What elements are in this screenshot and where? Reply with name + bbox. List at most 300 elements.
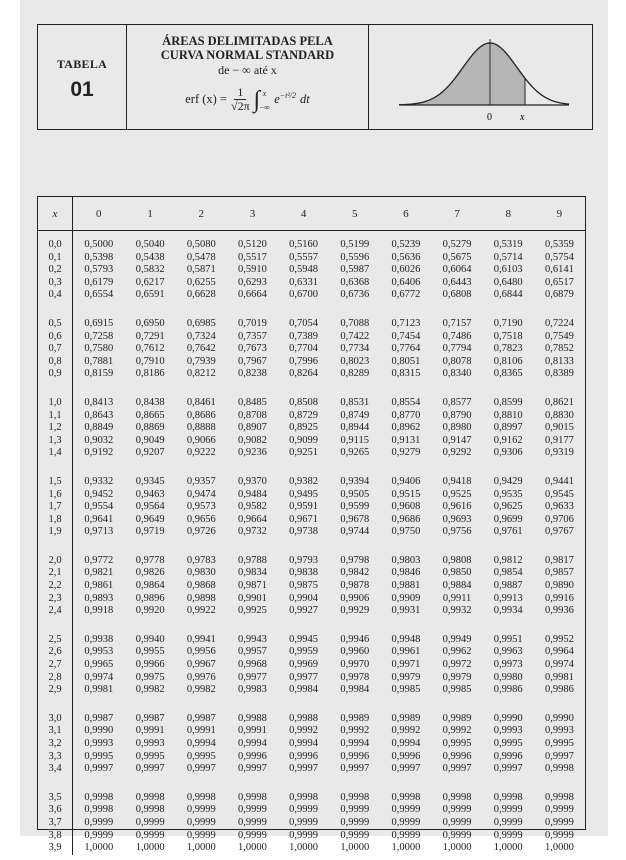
- probability-cell: 0,5359: [544, 239, 574, 250]
- probability-cell: 0,9999: [289, 804, 319, 816]
- table-row: [38, 447, 585, 460]
- probability-cell: 0,9984: [289, 684, 319, 696]
- probability-cell: 0,9999: [340, 804, 370, 816]
- probability-cell: 0,9861: [84, 580, 114, 592]
- column-header: 3: [227, 197, 278, 231]
- table-row: [38, 593, 585, 606]
- probability-cell: 0,9918: [84, 605, 114, 617]
- probability-cell: 0,9664: [238, 513, 267, 525]
- probability-cell: 0,9999: [544, 804, 574, 816]
- probability-cell: 0,5754: [544, 251, 574, 263]
- probability-cell: 0,6664: [238, 289, 267, 301]
- probability-cell: 0,9830: [186, 567, 216, 579]
- probability-cell: 0,7088: [340, 317, 370, 329]
- group-spacer: [38, 618, 585, 634]
- probability-cell: 0,9656: [186, 513, 216, 525]
- probability-cell: 0,9982: [186, 684, 216, 696]
- group-spacer: [38, 381, 585, 397]
- probability-cell: 0,9997: [84, 763, 114, 775]
- probability-cell: 0,5793: [84, 264, 114, 276]
- probability-cell: 0,9997: [391, 763, 421, 775]
- table-row: [38, 410, 585, 423]
- probability-cell: 0,9525: [442, 488, 472, 500]
- title-line-2: CURVA NORMAL STANDARD: [160, 48, 335, 62]
- probability-cell: 0,8023: [340, 355, 370, 367]
- row-x-value: 1,7: [38, 501, 73, 514]
- probability-cell: 0,9987: [135, 712, 165, 724]
- integrand: [274, 91, 296, 107]
- probability-cell: 0,9996: [391, 750, 421, 762]
- probability-cell: 1,0000: [289, 842, 319, 854]
- probability-cell: 0,9857: [544, 567, 574, 579]
- table-row: [38, 817, 585, 830]
- probability-cell: 0,5438: [135, 251, 165, 263]
- probability-cell: 0,9099: [289, 434, 319, 446]
- probability-cell: 0,5557: [289, 251, 319, 263]
- probability-cell: 0,8849: [84, 422, 114, 434]
- spacer-cell: [38, 618, 73, 634]
- probability-cell: 0,9082: [238, 434, 267, 446]
- probability-cell: 0,9998: [135, 791, 165, 803]
- probability-cell: 0,5714: [493, 251, 523, 263]
- probability-cell: 1,0000: [135, 842, 165, 854]
- probability-cell: 0,5160: [289, 239, 319, 250]
- probability-cell: 0,8790: [442, 409, 472, 421]
- probability-cell: 0,9972: [442, 659, 472, 671]
- probability-cell: 0,9974: [84, 671, 114, 683]
- probability-cell: 0,9994: [238, 738, 267, 749]
- probability-cell: 0,6844: [493, 289, 523, 301]
- differential: dt: [300, 92, 310, 106]
- probability-cell: 0,5910: [238, 264, 267, 276]
- probability-cell: 1,0000: [238, 842, 267, 854]
- probability-cell: 0,7190: [493, 317, 523, 329]
- probability-cell: 0,8577: [442, 396, 472, 408]
- fraction-denominator: √2π: [230, 99, 250, 113]
- probability-cell: 0,9973: [493, 659, 523, 671]
- probability-cell: 0,9932: [442, 605, 472, 617]
- probability-cell: 0,9990: [84, 725, 114, 737]
- probability-cell: 0,9941: [186, 633, 216, 645]
- spacer-cell: [38, 381, 73, 397]
- group-spacer: [38, 539, 585, 555]
- probability-cell: 0,9989: [391, 712, 421, 724]
- probability-cell: 0,9999: [493, 829, 523, 841]
- probability-cell: 0,9441: [544, 475, 574, 487]
- probability-cell: 0,9292: [442, 447, 472, 459]
- probability-cell: 0,9965: [84, 659, 114, 671]
- row-x-value: 3,0: [38, 713, 73, 726]
- probability-cell: 0,6331: [289, 276, 319, 288]
- probability-cell: 0,9887: [493, 580, 523, 592]
- probability-cell: 0,9649: [135, 513, 165, 525]
- label-zero: 0: [487, 112, 492, 123]
- table-row: [38, 684, 585, 697]
- probability-cell: 0,9981: [544, 671, 574, 683]
- probability-cell: 0,9985: [442, 684, 472, 696]
- probability-cell: 0,9846: [391, 567, 421, 579]
- table-header-row: [38, 197, 585, 231]
- fraction-numerator: 1: [234, 86, 246, 100]
- spacer-cell: [38, 539, 73, 555]
- probability-cell: 0,9599: [340, 501, 370, 513]
- probability-cell: 0,9854: [493, 567, 523, 579]
- probability-cell: 0,9981: [84, 684, 114, 696]
- table-id-panel: [38, 25, 127, 129]
- row-x-value: 3,7: [38, 817, 73, 830]
- row-x-value: 2,4: [38, 605, 73, 618]
- probability-cell: 0,9964: [544, 646, 574, 658]
- probability-cell: 0,8485: [238, 396, 267, 408]
- integral-lower-limit: −∞: [259, 102, 270, 112]
- spacer-cell: [73, 460, 586, 476]
- table-row: [38, 830, 585, 843]
- probability-cell: 0,5398: [84, 251, 114, 263]
- probability-cell: 0,9999: [84, 816, 114, 828]
- probability-cell: 0,9418: [442, 475, 472, 487]
- probability-cell: 0,9207: [135, 447, 165, 459]
- probability-cell: 0,5832: [135, 264, 165, 276]
- probability-cell: 0,9922: [186, 605, 216, 617]
- probability-cell: 0,9979: [442, 671, 472, 683]
- probability-cell: 0,9999: [442, 816, 472, 828]
- integrand-base: e: [274, 92, 280, 107]
- probability-cell: 0,9992: [442, 725, 472, 737]
- probability-cell: 0,8051: [391, 355, 421, 367]
- probability-cell: 0,6179: [84, 276, 114, 288]
- probability-cell: 0,9994: [340, 738, 370, 749]
- probability-cell: 0,9793: [289, 554, 319, 566]
- probability-cell: 0,9693: [442, 513, 472, 525]
- probability-cell: 1,0000: [340, 842, 370, 854]
- column-header: 1: [125, 197, 176, 231]
- normal-distribution-table: [37, 196, 586, 854]
- probability-cell: 1,0000: [544, 842, 574, 854]
- probability-cell: 0,9564: [135, 501, 165, 513]
- row-x-value: 2,7: [38, 659, 73, 672]
- probability-cell: 0,8643: [84, 409, 114, 421]
- probability-cell: 0,8599: [493, 396, 523, 408]
- probability-cell: 0,9545: [544, 488, 574, 500]
- table-row: [38, 842, 585, 855]
- probability-cell: 0,6736: [340, 289, 370, 301]
- spacer-cell: [73, 776, 586, 792]
- probability-cell: 0,9332: [84, 475, 114, 487]
- probability-cell: 0,7549: [544, 330, 574, 342]
- probability-cell: 0,5199: [340, 239, 370, 250]
- probability-cell: 0,8461: [186, 396, 216, 408]
- probability-cell: 0,7357: [238, 330, 267, 342]
- probability-cell: 0,9993: [544, 725, 574, 737]
- probability-cell: 0,8264: [289, 368, 319, 380]
- probability-cell: 0,9943: [238, 633, 267, 645]
- table-row: [38, 763, 585, 776]
- probability-cell: 0,5080: [186, 239, 216, 250]
- probability-cell: 0,9999: [493, 804, 523, 816]
- probability-cell: 0,9738: [289, 526, 319, 538]
- probability-cell: 0,9999: [442, 804, 472, 816]
- probability-cell: 0,9131: [391, 434, 421, 446]
- probability-cell: 0,9999: [391, 816, 421, 828]
- probability-cell: 0,9955: [135, 646, 165, 658]
- probability-cell: 0,6064: [442, 264, 472, 276]
- probability-cell: 0,9949: [442, 633, 472, 645]
- row-x-value: 1,4: [38, 447, 73, 460]
- column-header: 8: [483, 197, 534, 231]
- formula-fraction: [231, 86, 250, 113]
- probability-cell: 0,7123: [391, 317, 421, 329]
- probability-cell: 0,9938: [84, 633, 114, 645]
- probability-cell: 0,6141: [544, 264, 574, 276]
- probability-cell: 0,6554: [84, 289, 114, 301]
- row-x-value: 1,5: [38, 476, 73, 489]
- probability-cell: 0,7612: [135, 343, 165, 355]
- row-x-value: 0,7: [38, 343, 73, 356]
- probability-cell: 0,6406: [391, 276, 421, 288]
- probability-cell: 0,9998: [544, 791, 574, 803]
- probability-cell: 0,9192: [84, 447, 114, 459]
- column-header: 2: [176, 197, 227, 231]
- probability-cell: 0,8212: [186, 368, 216, 380]
- probability-cell: 0,9999: [340, 816, 370, 828]
- probability-cell: 0,9992: [289, 725, 319, 737]
- probability-cell: 0,9686: [391, 513, 421, 525]
- row-x-value: 2,8: [38, 672, 73, 685]
- probability-cell: 0,9993: [135, 738, 165, 749]
- probability-cell: 0,9871: [238, 580, 267, 592]
- row-x-value: 2,1: [38, 567, 73, 580]
- probability-cell: 0,9925: [238, 605, 267, 617]
- probability-cell: 0,9719: [135, 526, 165, 538]
- probability-cell: 0,9162: [493, 434, 523, 446]
- row-x-value: 1,6: [38, 489, 73, 502]
- probability-cell: 0,9967: [186, 659, 216, 671]
- probability-cell: 0,9474: [186, 488, 216, 500]
- probability-cell: 0,9732: [238, 526, 267, 538]
- row-x-value: 3,6: [38, 804, 73, 817]
- probability-cell: 0,9909: [391, 592, 421, 604]
- probability-cell: 0,9996: [238, 750, 267, 762]
- probability-cell: 0,9961: [391, 646, 421, 658]
- probability-cell: 0,5948: [289, 264, 319, 276]
- probability-cell: 0,9991: [186, 725, 216, 737]
- probability-cell: 0,5000: [84, 239, 114, 250]
- probability-cell: 0,9952: [544, 633, 574, 645]
- probability-cell: 0,9994: [186, 738, 216, 749]
- row-x-value: 2,0: [38, 555, 73, 568]
- spacer-cell: [73, 697, 586, 713]
- probability-cell: 0,9960: [340, 646, 370, 658]
- probability-cell: 0,7422: [340, 330, 370, 342]
- probability-cell: 0,9495: [289, 488, 319, 500]
- probability-cell: 0,9985: [391, 684, 421, 696]
- probability-cell: 0,9812: [493, 554, 523, 566]
- probability-cell: 0,9956: [186, 646, 216, 658]
- probability-cell: 0,6985: [186, 317, 216, 329]
- table-header-box: [37, 24, 593, 130]
- spacer-cell: [38, 697, 73, 713]
- table-row: [38, 804, 585, 817]
- probability-cell: 0,8749: [340, 409, 370, 421]
- spacer-cell: [73, 539, 586, 555]
- title-line-1: ÁREAS DELIMITADAS PELA: [162, 34, 333, 48]
- probability-cell: 0,9406: [391, 475, 421, 487]
- probability-cell: 0,7258: [84, 330, 114, 342]
- probability-cell: 0,9999: [135, 829, 165, 841]
- probability-cell: 0,9989: [340, 712, 370, 724]
- probability-cell: 0,8389: [544, 368, 574, 380]
- probability-cell: 0,6950: [135, 317, 165, 329]
- row-x-value: 3,9: [38, 842, 73, 855]
- probability-cell: 0,7734: [340, 343, 370, 355]
- probability-cell: 0,9147: [442, 434, 472, 446]
- probability-cell: 0,6628: [186, 289, 216, 301]
- column-header: 7: [431, 197, 482, 231]
- probability-cell: 0,9788: [238, 554, 267, 566]
- probability-cell: 0,9998: [238, 791, 267, 803]
- probability-cell: 0,9966: [135, 659, 165, 671]
- probability-cell: 0,9999: [442, 829, 472, 841]
- probability-cell: 0,9971: [391, 659, 421, 671]
- probability-cell: 0,9370: [238, 475, 267, 487]
- probability-table: [38, 197, 585, 855]
- probability-cell: 0,9992: [391, 725, 421, 737]
- row-x-value: 1,8: [38, 514, 73, 527]
- row-x-value: 0,5: [38, 318, 73, 331]
- row-x-value: 3,2: [38, 738, 73, 751]
- row-x-value: 2,3: [38, 593, 73, 606]
- probability-cell: 0,6103: [493, 264, 523, 276]
- probability-cell: 0,8907: [238, 422, 267, 434]
- probability-cell: 0,7704: [289, 343, 319, 355]
- probability-cell: 0,7224: [544, 317, 574, 329]
- label-x: x: [520, 112, 525, 123]
- group-spacer: [38, 697, 585, 713]
- probability-cell: 0,9429: [493, 475, 523, 487]
- probability-cell: 0,8106: [493, 355, 523, 367]
- integral-sign: ∫ x −∞: [254, 90, 261, 110]
- probability-cell: 0,6700: [289, 289, 319, 301]
- probability-cell: 0,9999: [493, 816, 523, 828]
- probability-cell: 1,0000: [391, 842, 421, 854]
- probability-cell: 0,9989: [442, 712, 472, 724]
- probability-cell: 0,9997: [238, 763, 267, 775]
- probability-cell: 0,5120: [238, 239, 267, 250]
- erf-formula: [127, 86, 368, 113]
- table-row: [38, 252, 585, 265]
- row-x-value: 1,9: [38, 526, 73, 539]
- probability-cell: 0,9963: [493, 646, 523, 658]
- column-header: 4: [278, 197, 329, 231]
- probability-cell: 0,7580: [84, 343, 114, 355]
- probability-cell: 0,9998: [493, 791, 523, 803]
- probability-cell: 0,9997: [442, 763, 472, 775]
- probability-cell: 0,9505: [340, 488, 370, 500]
- probability-cell: 0,9850: [442, 567, 472, 579]
- probability-cell: 0,9783: [186, 554, 216, 566]
- table-row: [38, 514, 585, 527]
- row-x-value: 2,6: [38, 646, 73, 659]
- probability-cell: 1,0000: [186, 842, 216, 854]
- probability-cell: 0,9726: [186, 526, 216, 538]
- probability-cell: 0,9778: [135, 554, 165, 566]
- row-x-value: 2,2: [38, 580, 73, 593]
- probability-cell: 0,8508: [289, 396, 319, 408]
- probability-cell: 0,9463: [135, 488, 165, 500]
- probability-cell: 0,8729: [289, 409, 319, 421]
- probability-cell: 0,9977: [238, 671, 267, 683]
- row-x-value: 0,6: [38, 331, 73, 344]
- probability-cell: 0,9993: [84, 738, 114, 749]
- probability-cell: 0,9995: [544, 738, 574, 749]
- spacer-cell: [73, 618, 586, 634]
- probability-cell: 0,6915: [84, 317, 114, 329]
- probability-cell: 0,9990: [493, 712, 523, 724]
- probability-cell: 0,7852: [544, 343, 574, 355]
- probability-cell: 0,9573: [186, 501, 216, 513]
- probability-cell: 0,8133: [544, 355, 574, 367]
- column-header: 5: [329, 197, 380, 231]
- probability-cell: 0,5987: [340, 264, 370, 276]
- probability-cell: 0,6480: [493, 276, 523, 288]
- probability-cell: 0,5319: [493, 239, 523, 250]
- probability-cell: 0,9345: [135, 475, 165, 487]
- probability-cell: 0,6255: [186, 276, 216, 288]
- probability-cell: 0,9177: [544, 434, 574, 446]
- probability-cell: 0,9999: [84, 829, 114, 841]
- probability-cell: 0,9916: [544, 592, 574, 604]
- probability-cell: 0,9936: [544, 605, 574, 617]
- row-x-value: 0,9: [38, 368, 73, 381]
- probability-cell: 0,5636: [391, 251, 421, 263]
- probability-cell: 0,5517: [238, 251, 267, 263]
- probability-cell: 0,9236: [238, 447, 267, 459]
- probability-cell: 0,9997: [493, 763, 523, 775]
- table-body: [38, 231, 585, 855]
- probability-cell: 0,9991: [238, 725, 267, 737]
- probability-cell: 0,9633: [544, 501, 574, 513]
- probability-cell: 0,9940: [135, 633, 165, 645]
- probability-cell: 0,8531: [340, 396, 370, 408]
- probability-cell: 0,8621: [544, 396, 574, 408]
- probability-cell: 0,9988: [238, 712, 267, 724]
- x-column-header: x: [38, 197, 73, 231]
- probability-cell: 0,9996: [340, 750, 370, 762]
- subtitle: de − ∞ até x: [218, 63, 277, 77]
- probability-cell: 0,9990: [544, 712, 574, 724]
- probability-cell: 0,7881: [84, 355, 114, 367]
- probability-cell: 0,9554: [84, 501, 114, 513]
- probability-cell: 0,6591: [135, 289, 165, 301]
- probability-cell: 0,6368: [340, 276, 370, 288]
- spacer-cell: [73, 381, 586, 397]
- probability-cell: 0,9817: [544, 554, 574, 566]
- probability-cell: 0,9995: [84, 750, 114, 762]
- table-row: [38, 501, 585, 514]
- table-row: [38, 555, 585, 568]
- probability-cell: 0,9968: [238, 659, 267, 671]
- probability-cell: 0,9999: [544, 829, 574, 841]
- probability-cell: 0,9997: [340, 763, 370, 775]
- probability-cell: 0,9761: [493, 526, 523, 538]
- probability-cell: 0,9875: [289, 580, 319, 592]
- probability-cell: 0,9901: [238, 592, 267, 604]
- table-row: [38, 725, 585, 738]
- table-row: [38, 634, 585, 647]
- row-x-value: 1,1: [38, 410, 73, 423]
- probability-cell: 0,5871: [186, 264, 216, 276]
- probability-cell: 0,9986: [493, 684, 523, 696]
